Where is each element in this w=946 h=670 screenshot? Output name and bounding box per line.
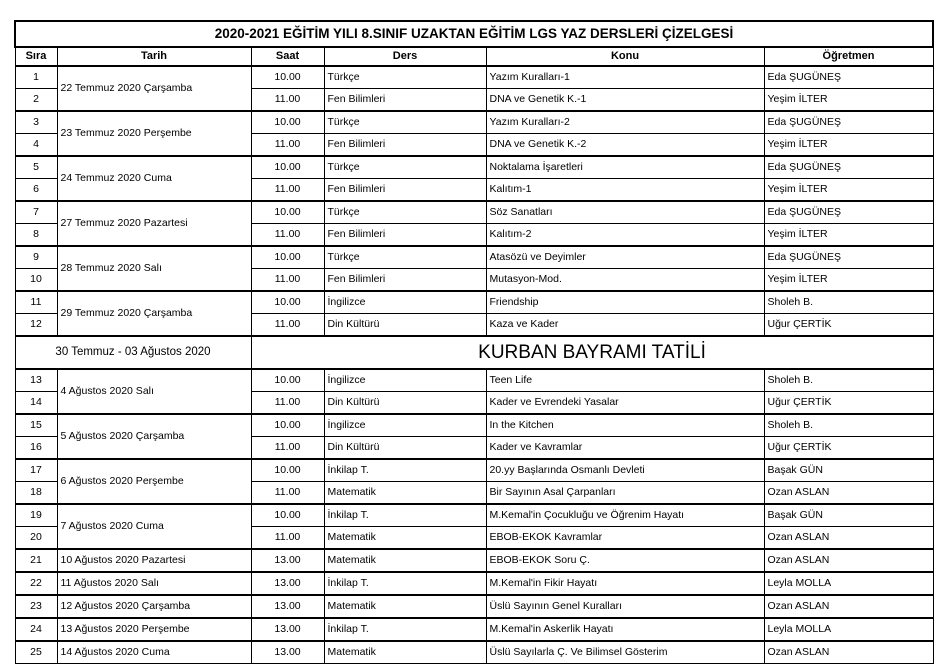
row-date: 4 Ağustos 2020 Salı [57, 369, 251, 414]
row-subject: Din Kültürü [324, 392, 486, 415]
holiday-date: 30 Temmuz - 03 Ağustos 2020 [15, 336, 251, 369]
row-topic: M.Kemal'in Askerlik Hayatı [486, 618, 764, 641]
row-subject: İnkilap T. [324, 618, 486, 641]
row-number: 24 [15, 618, 57, 641]
row-time: 11.00 [251, 89, 324, 112]
row-subject: İnkilap T. [324, 459, 486, 482]
row-number: 11 [15, 291, 57, 314]
schedule-document [14, 20, 932, 664]
row-time: 13.00 [251, 641, 324, 664]
row-topic: In the Kitchen [486, 414, 764, 437]
row-time: 11.00 [251, 314, 324, 337]
row-time: 11.00 [251, 437, 324, 460]
row-subject: İngilizce [324, 369, 486, 392]
row-time: 11.00 [251, 482, 324, 505]
row-number: 2 [15, 89, 57, 112]
table-row [15, 572, 933, 595]
row-date: 23 Temmuz 2020 Perşembe [57, 111, 251, 156]
row-subject: Matematik [324, 549, 486, 572]
row-topic: Teen Life [486, 369, 764, 392]
holiday-row [15, 336, 933, 369]
row-date: 24 Temmuz 2020 Cuma [57, 156, 251, 201]
header-saat: Saat [251, 47, 324, 66]
row-topic: M.Kemal'in Çocukluğu ve Öğrenim Hayatı [486, 504, 764, 527]
row-topic: Bir Sayının Asal Çarpanları [486, 482, 764, 505]
row-teacher: Sholeh B. [764, 369, 933, 392]
row-date: 27 Temmuz 2020 Pazartesi [57, 201, 251, 246]
row-date: 7 Ağustos 2020 Cuma [57, 504, 251, 549]
row-teacher: Uğur ÇERTİK [764, 437, 933, 460]
schedule-title: 2020-2021 EĞİTİM YILI 8.SINIF UZAKTAN EĞİTİM LGS YAZ DERSLERİ ÇİZELGESİ [15, 21, 933, 47]
table-row [15, 549, 933, 572]
row-time: 11.00 [251, 179, 324, 202]
row-time: 10.00 [251, 156, 324, 179]
table-row [15, 156, 933, 179]
table-row [15, 246, 933, 269]
header-konu: Konu [486, 47, 764, 66]
row-topic: Yazım Kuralları-1 [486, 66, 764, 89]
row-number: 15 [15, 414, 57, 437]
row-number: 14 [15, 392, 57, 415]
row-subject: Matematik [324, 595, 486, 618]
row-teacher: Ozan ASLAN [764, 549, 933, 572]
header-row [15, 47, 933, 66]
row-subject: Fen Bilimleri [324, 179, 486, 202]
table-row [15, 618, 933, 641]
row-date: 6 Ağustos 2020 Perşembe [57, 459, 251, 504]
table-row [15, 504, 933, 527]
row-date: 10 Ağustos 2020 Pazartesi [57, 549, 251, 572]
row-topic: M.Kemal'in Fikir Hayatı [486, 572, 764, 595]
table-row [15, 459, 933, 482]
row-subject: Din Kültürü [324, 314, 486, 337]
row-time: 10.00 [251, 459, 324, 482]
row-date: 22 Temmuz 2020 Çarşamba [57, 66, 251, 111]
row-time: 10.00 [251, 246, 324, 269]
row-teacher: Başak GÜN [764, 459, 933, 482]
row-subject: Matematik [324, 641, 486, 664]
table-row [15, 111, 933, 134]
row-number: 7 [15, 201, 57, 224]
row-topic: EBOB-EKOK Soru Ç. [486, 549, 764, 572]
row-time: 10.00 [251, 201, 324, 224]
header-sira: Sıra [15, 47, 57, 66]
row-teacher: Yeşim İLTER [764, 224, 933, 247]
row-teacher: Sholeh B. [764, 414, 933, 437]
row-time: 10.00 [251, 111, 324, 134]
row-number: 23 [15, 595, 57, 618]
header-ogretmen: Öğretmen [764, 47, 933, 66]
row-teacher: Ozan ASLAN [764, 595, 933, 618]
row-topic: EBOB-EKOK Kavramlar [486, 527, 764, 550]
row-time: 10.00 [251, 369, 324, 392]
row-topic: Mutasyon-Mod. [486, 269, 764, 292]
row-topic: Friendship [486, 291, 764, 314]
row-teacher: Ozan ASLAN [764, 482, 933, 505]
row-subject: İngilizce [324, 291, 486, 314]
table-row [15, 201, 933, 224]
row-topic: Kader ve Kavramlar [486, 437, 764, 460]
row-teacher: Sholeh B. [764, 291, 933, 314]
row-topic: Kalıtım-2 [486, 224, 764, 247]
row-number: 25 [15, 641, 57, 664]
title-row [15, 21, 933, 47]
row-subject: Din Kültürü [324, 437, 486, 460]
row-teacher: Yeşim İLTER [764, 179, 933, 202]
row-subject: Matematik [324, 527, 486, 550]
row-date: 5 Ağustos 2020 Çarşamba [57, 414, 251, 459]
row-subject: Matematik [324, 482, 486, 505]
row-teacher: Yeşim İLTER [764, 134, 933, 157]
row-teacher: Eda ŞUGÜNEŞ [764, 201, 933, 224]
row-topic: Yazım Kuralları-2 [486, 111, 764, 134]
table-row [15, 414, 933, 437]
row-subject: İnkilap T. [324, 504, 486, 527]
row-topic: DNA ve Genetik K.-1 [486, 89, 764, 112]
row-topic: Kader ve Evrendeki Yasalar [486, 392, 764, 415]
row-number: 18 [15, 482, 57, 505]
row-teacher: Leyla MOLLA [764, 572, 933, 595]
row-time: 11.00 [251, 269, 324, 292]
row-teacher: Eda ŞUGÜNEŞ [764, 156, 933, 179]
row-time: 13.00 [251, 572, 324, 595]
row-time: 10.00 [251, 414, 324, 437]
row-subject: İnkilap T. [324, 572, 486, 595]
row-number: 13 [15, 369, 57, 392]
table-row [15, 369, 933, 392]
table-row [15, 291, 933, 314]
row-number: 6 [15, 179, 57, 202]
row-number: 3 [15, 111, 57, 134]
row-number: 5 [15, 156, 57, 179]
row-number: 19 [15, 504, 57, 527]
row-subject: Fen Bilimleri [324, 89, 486, 112]
row-time: 11.00 [251, 224, 324, 247]
row-date: 12 Ağustos 2020 Çarşamba [57, 595, 251, 618]
row-time: 13.00 [251, 618, 324, 641]
header-tarih: Tarih [57, 47, 251, 66]
row-time: 13.00 [251, 595, 324, 618]
row-number: 1 [15, 66, 57, 89]
row-teacher: Ozan ASLAN [764, 527, 933, 550]
row-date: 28 Temmuz 2020 Salı [57, 246, 251, 291]
row-teacher: Başak GÜN [764, 504, 933, 527]
row-topic: Atasözü ve Deyimler [486, 246, 764, 269]
table-row [15, 66, 933, 89]
row-subject: İngilizce [324, 414, 486, 437]
row-topic: 20.yy Başlarında Osmanlı Devleti [486, 459, 764, 482]
row-subject: Fen Bilimleri [324, 224, 486, 247]
table-row [15, 595, 933, 618]
row-date: 14 Ağustos 2020 Cuma [57, 641, 251, 664]
row-teacher: Ozan ASLAN [764, 641, 933, 664]
row-subject: Türkçe [324, 246, 486, 269]
row-time: 10.00 [251, 504, 324, 527]
row-topic: Kalıtım-1 [486, 179, 764, 202]
row-time: 10.00 [251, 66, 324, 89]
row-time: 13.00 [251, 549, 324, 572]
row-time: 11.00 [251, 527, 324, 550]
row-date: 11 Ağustos 2020 Salı [57, 572, 251, 595]
row-time: 11.00 [251, 134, 324, 157]
row-number: 4 [15, 134, 57, 157]
row-number: 9 [15, 246, 57, 269]
row-number: 12 [15, 314, 57, 337]
row-teacher: Uğur ÇERTİK [764, 314, 933, 337]
row-number: 21 [15, 549, 57, 572]
header-ders: Ders [324, 47, 486, 66]
schedule-table [14, 20, 934, 664]
row-topic: Söz Sanatları [486, 201, 764, 224]
row-number: 8 [15, 224, 57, 247]
table-row [15, 641, 933, 664]
row-topic: Üslü Sayılarla Ç. Ve Bilimsel Gösterim [486, 641, 764, 664]
row-teacher: Eda ŞUGÜNEŞ [764, 66, 933, 89]
row-topic: DNA ve Genetik K.-2 [486, 134, 764, 157]
row-time: 11.00 [251, 392, 324, 415]
row-subject: Türkçe [324, 156, 486, 179]
row-date: 13 Ağustos 2020 Perşembe [57, 618, 251, 641]
row-topic: Üslü Sayının Genel Kuralları [486, 595, 764, 618]
row-teacher: Yeşim İLTER [764, 269, 933, 292]
row-teacher: Leyla MOLLA [764, 618, 933, 641]
row-number: 16 [15, 437, 57, 460]
row-number: 20 [15, 527, 57, 550]
row-date: 29 Temmuz 2020 Çarşamba [57, 291, 251, 336]
row-teacher: Eda ŞUGÜNEŞ [764, 246, 933, 269]
row-teacher: Uğur ÇERTİK [764, 392, 933, 415]
row-number: 17 [15, 459, 57, 482]
row-subject: Türkçe [324, 66, 486, 89]
row-number: 10 [15, 269, 57, 292]
row-subject: Türkçe [324, 111, 486, 134]
row-number: 22 [15, 572, 57, 595]
row-subject: Türkçe [324, 201, 486, 224]
row-time: 10.00 [251, 291, 324, 314]
row-subject: Fen Bilimleri [324, 269, 486, 292]
holiday-title: KURBAN BAYRAMI TATİLİ [251, 336, 933, 369]
row-topic: Noktalama İşaretleri [486, 156, 764, 179]
row-teacher: Yeşim İLTER [764, 89, 933, 112]
row-teacher: Eda ŞUGÜNEŞ [764, 111, 933, 134]
row-topic: Kaza ve Kader [486, 314, 764, 337]
row-subject: Fen Bilimleri [324, 134, 486, 157]
